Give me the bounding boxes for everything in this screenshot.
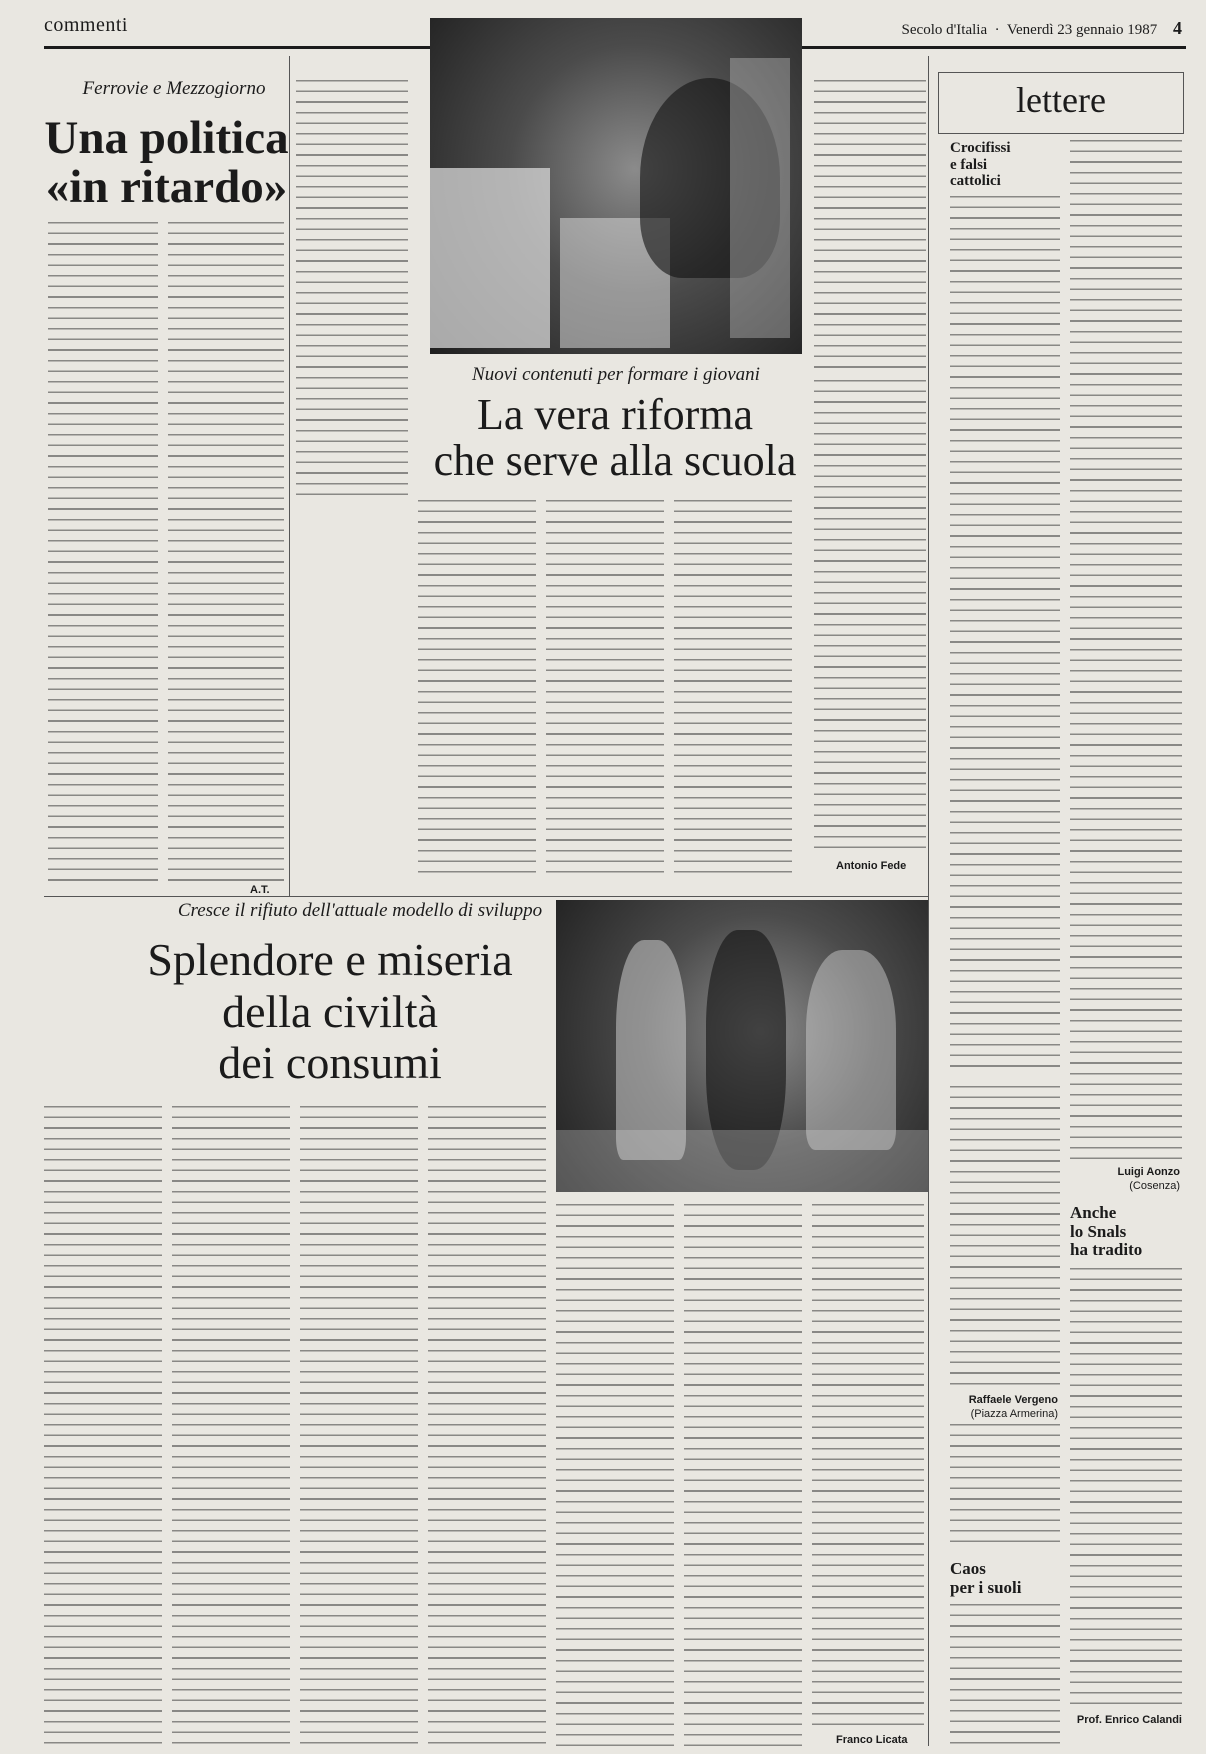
letter1-title-line3: cattolici (950, 173, 1001, 189)
article2-text-column4 (814, 380, 926, 850)
article3-title-line1: Splendore e miseria (147, 934, 513, 985)
letter1-signature-place: (Cosenza) (1129, 1180, 1180, 1192)
letter2-text (1070, 1268, 1182, 1708)
letter2-signature: Prof. Enrico Calandi (1076, 1714, 1182, 1726)
column-divider (289, 56, 290, 896)
letter1-title-line2: e falsi (950, 156, 988, 173)
letter2-title-line2: lo Snals (1070, 1221, 1127, 1241)
article3-title-line3: dei consumi (218, 1037, 442, 1089)
letter4-title-line1: Caos (950, 1559, 986, 1578)
article2-title (420, 392, 810, 484)
letter1-title (950, 140, 1011, 190)
article2-intro-column (296, 80, 408, 496)
letter3-intro-text (950, 1086, 1060, 1386)
letter4-title (950, 1560, 1021, 1597)
section-title: commenti (44, 14, 128, 36)
page-number: 4 (1173, 18, 1182, 38)
article3-text-column4 (428, 1106, 546, 1746)
article3-text-column5 (556, 1204, 674, 1746)
letter3-signature-place: (Piazza Armerina) (970, 1408, 1058, 1420)
article2-text-column2 (546, 500, 664, 880)
paper-name: Secolo d'Italia (901, 22, 988, 38)
letter2-title (1070, 1204, 1142, 1260)
article2-text-column1 (418, 500, 536, 880)
issue-date: Venerdì 23 gennaio 1987 (1006, 22, 1158, 38)
young-people-photo (556, 900, 928, 1192)
article1-title (44, 114, 289, 213)
article3-text-column6 (684, 1204, 802, 1746)
article2-kicker: Nuovi contenuti per formare i giovani (472, 364, 760, 385)
letter1-title-line1: Crocifissi (950, 140, 1011, 156)
article1-title-line1: Una politica (44, 112, 289, 164)
letter1-text-column2 (1070, 140, 1182, 1160)
article1-text-column2 (168, 222, 284, 882)
article3-title (120, 934, 540, 1089)
article3-text-column7 (812, 1204, 924, 1726)
article3-kicker: Cresce il rifiuto dell'attuale modello di sviluppo (177, 900, 543, 921)
article2-text-column3 (674, 500, 792, 880)
article3-text-column2 (172, 1106, 290, 1746)
article2-right-column (814, 80, 926, 370)
article2-title-line1: La vera riforma (476, 390, 754, 439)
article1-kicker: Ferrovie e Mezzogiorno (82, 78, 266, 99)
article3-text-column3 (300, 1106, 418, 1746)
section-divider (44, 896, 928, 897)
article2-author: Antonio Fede (836, 860, 907, 872)
letter2-title-line1: Anche (1070, 1203, 1117, 1222)
article3-author: Franco Licata (836, 1734, 908, 1746)
letter3-text-tail (950, 1424, 1060, 1550)
article3-title-line2: della civiltà (222, 985, 438, 1037)
letter2-title-line3: ha tradito (1070, 1240, 1143, 1260)
letter4-title-line2: per i suoli (950, 1577, 1022, 1597)
column-divider (928, 56, 929, 1746)
article1-author: A.T. (250, 884, 270, 896)
letter3-signature: Raffaele Vergeno (968, 1394, 1058, 1406)
letter1-signature: Luigi Aonzo (1117, 1166, 1180, 1178)
masthead: Secolo d'Italia · Venerdì 23 gennaio 1987 4 (901, 18, 1182, 38)
letters-header-box (938, 72, 1184, 134)
letters-section-title: lettere (1016, 80, 1106, 120)
article1-title-line2: «in ritardo» (45, 161, 288, 214)
article1-text-column1 (48, 222, 158, 888)
article3-text-column1 (44, 1106, 162, 1746)
letter4-text (950, 1604, 1060, 1744)
article2-title-line2: che serve alla scuola (433, 436, 797, 486)
student-reading-photo (430, 18, 802, 354)
letter1-text-column1 (950, 196, 1060, 1076)
